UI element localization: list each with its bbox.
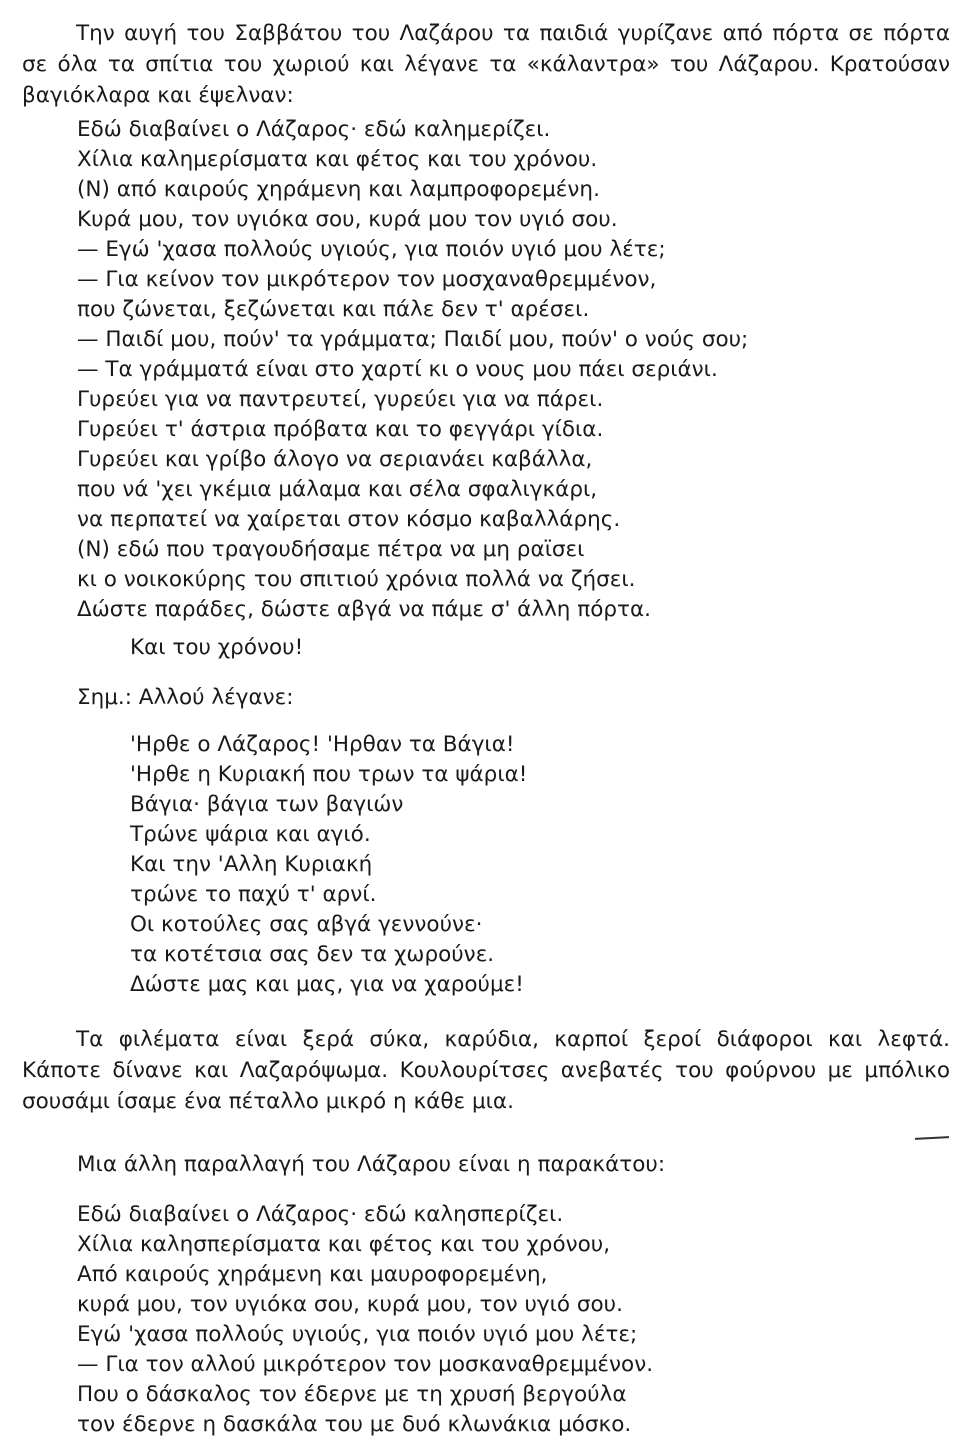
song1-line-4: Κυρά μου, τον υγιόκα σου, κυρά μου τον υγιό σου. <box>77 207 618 232</box>
song1-line-10: Γυρεύει για να παντρευτεί, γυρεύει για να πάρει. <box>77 387 604 412</box>
song2-line-8: τον έδερνε η δασκάλα του με δυό κλωνάκια μόσκο. <box>77 1412 632 1437</box>
note-verse-line-8: τα κοτέτσια σας δεν τα χωρούνε. <box>130 942 495 967</box>
song2-line-1: Εδώ διαβαίνει ο Λάζαρος· εδώ καλησπερίζει. <box>77 1202 564 1227</box>
song1-line-3: (Ν) από καιρούς χηράμενη και λαμπροφορεμένη. <box>77 177 600 202</box>
note-verse-line-1: 'Ηρθε ο Λάζαρος! 'Ηρθαν τα Βάγια! <box>130 732 515 757</box>
song1-line-1: Εδώ διαβαίνει ο Λάζαρος· εδώ καλημερίζει. <box>77 117 551 142</box>
scan-mark <box>915 1136 949 1140</box>
song2-line-2: Χίλια καλησπερίσματα και φέτος και του χρόνου, <box>77 1232 611 1257</box>
song2-line-5: Εγώ 'χασα πολλούς υγιούς, για ποιόν υγιό μου λέτε; <box>77 1322 638 1347</box>
song2-line-7: Που ο δάσκαλος τον έδερνε με τη χρυσή βεργούλα <box>77 1382 627 1407</box>
song1-line-7: που ζώνεται, ξεζώνεται και πάλε δεν τ' αρέσει. <box>77 297 590 322</box>
song1-line-15: (Ν) εδώ που τραγουδήσαμε πέτρα να μη ραϊσει <box>77 537 585 562</box>
note-verse-line-7: Οι κοτούλες σας αβγά γεννούνε· <box>130 912 483 937</box>
song1-line-13: που νά 'χει γκέμια μάλαμα και σέλα σφαλιγκάρι, <box>77 477 598 502</box>
song1-line-8: — Παιδί μου, πούν' τα γράμματα; Παιδί μου, πούν' ο νούς σου; <box>77 327 749 352</box>
song1-line-16: κι ο νοικοκύρης του σπιτιού χρόνια πολλά να ζήσει. <box>77 567 636 592</box>
note-verse-line-3: Βάγια· βάγια των βαγιών <box>130 792 404 817</box>
note-verse-line-2: 'Ηρθε η Κυριακή που τρων τα ψάρια! <box>130 762 528 787</box>
song1-line-2: Χίλια καλημερίσματα και φέτος και του χρόνου. <box>77 147 598 172</box>
song1-closing-line: Και του χρόνου! <box>130 635 304 660</box>
song2-line-6: — Για τον αλλού μικρότερον τον μοσκαναθρεμμένον. <box>77 1352 654 1377</box>
song1-line-14: να περπατεί να χαίρεται στον κόσμο καβαλλάρης. <box>77 507 621 532</box>
gifts-paragraph: Τα φιλέματα είναι ξερά σύκα, καρύδια, καρποί ξεροί διάφοροι και λεφτά. Κάποτε δίνανε και Λαζαρόψωμα. Κουλουρίτσες ανεβατές του φούρνου με μπόλικο σουσάμι ίσαμε ένα πέταλλο μικρό η κάθε μια. <box>22 1027 950 1114</box>
song1-line-11: Γυρεύει τ' άστρια πρόβατα και το φεγγάρι γίδια. <box>77 417 604 442</box>
intro-paragraph: Την αυγή του Σαββάτου του Λαζάρου τα παιδιά γυρίζανε από πόρτα σε πόρτα σε όλα τα σπίτια του χωριού και λέγανε τα «κάλαντρα» του Λάζαρου. Κρατούσαν βαγιόκλαρα και έψελναν: <box>22 21 950 108</box>
note-verse-line-9: Δώστε μας και μας, για να χαρούμε! <box>130 972 524 997</box>
song2-line-3: Από καιρούς χηράμενη και μαυροφορεμένη, <box>77 1262 548 1287</box>
note-verse-line-4: Τρώνε ψάρια και αγιό. <box>130 822 371 847</box>
note-verse-line-6: τρώνε το παχύ τ' αρνί. <box>130 882 377 907</box>
song1-line-6: — Για κείνον τον μικρότερον τον μοσχαναθρεμμένον, <box>77 267 657 292</box>
song1-line-5: — Εγώ 'χασα πολλούς υγιούς, για ποιόν υγιό μου λέτε; <box>77 237 666 262</box>
variant-intro: Μια άλλη παραλλαγή του Λάζαρου είναι η παρακάτου: <box>77 1152 666 1177</box>
note-label: Σημ.: Αλλού λέγανε: <box>77 685 294 710</box>
song1-line-9: — Τα γράμματά είναι στο χαρτί κι ο νους μου πάει σεριάνι. <box>77 357 718 382</box>
song1-line-12: Γυρεύει και γρίβο άλογο να σεριανάει καβάλλα, <box>77 447 593 472</box>
note-verse-line-5: Και την 'Αλλη Κυριακή <box>130 852 373 877</box>
song2-line-4: κυρά μου, τον υγιόκα σου, κυρά μου, τον υγιό σου. <box>77 1292 623 1317</box>
song1-line-17: Δώστε παράδες, δώστε αβγά να πάμε σ' άλλη πόρτα. <box>77 597 651 622</box>
